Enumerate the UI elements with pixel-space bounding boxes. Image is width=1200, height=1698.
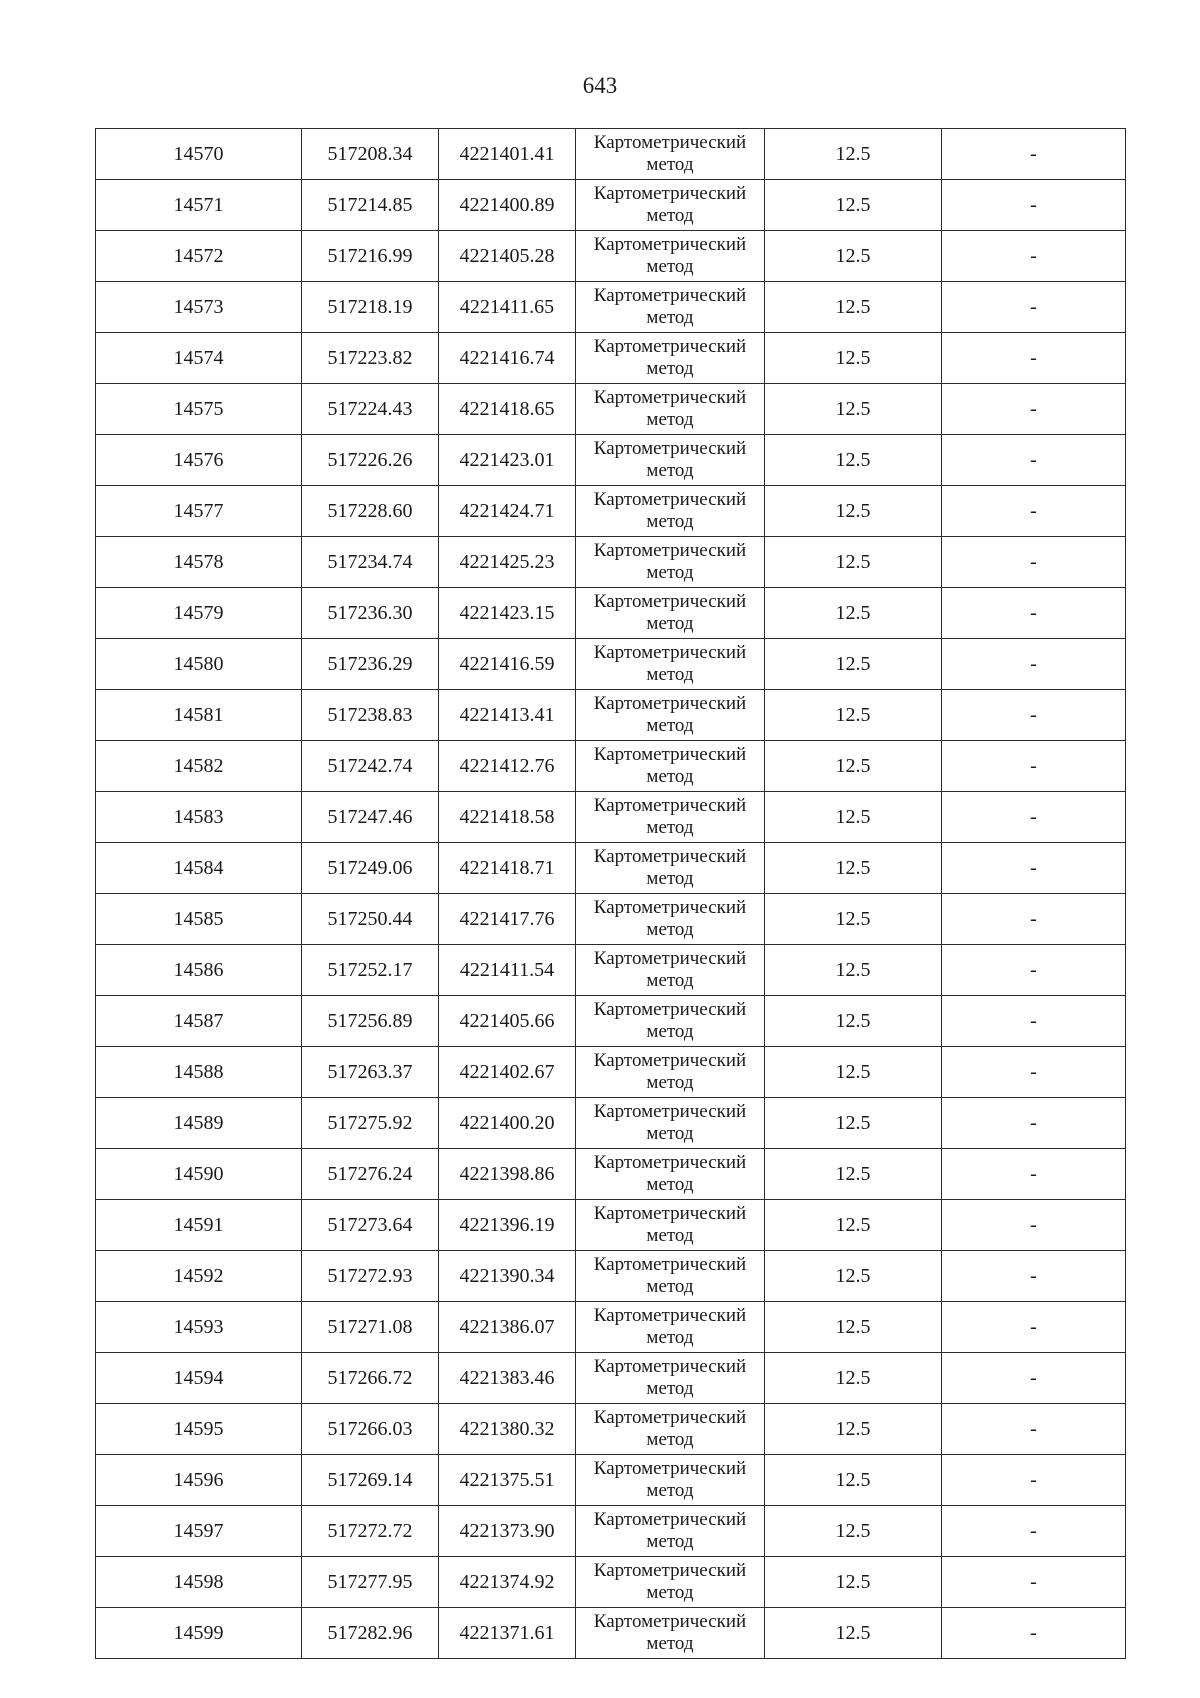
note-cell: - (942, 1149, 1126, 1200)
point-id-cell: 14598 (96, 1557, 302, 1608)
y-coordinate-cell: 4221418.58 (439, 792, 576, 843)
note-cell: - (942, 1200, 1126, 1251)
table-row (96, 1200, 1126, 1251)
y-coordinate-cell: 4221405.66 (439, 996, 576, 1047)
note-cell: - (942, 1404, 1126, 1455)
table-row (96, 894, 1126, 945)
y-coordinate-cell: 4221423.01 (439, 435, 576, 486)
note-cell: - (942, 435, 1126, 486)
note-cell: - (942, 231, 1126, 282)
note-cell: - (942, 486, 1126, 537)
method-cell: Картометрический метод (576, 537, 765, 588)
note-cell: - (942, 741, 1126, 792)
method-cell: Картометрический метод (576, 1200, 765, 1251)
x-coordinate-cell: 517238.83 (302, 690, 439, 741)
method-cell: Картометрический метод (576, 792, 765, 843)
note-cell: - (942, 945, 1126, 996)
accuracy-cell: 12.5 (765, 384, 942, 435)
table-row (96, 996, 1126, 1047)
table-row (96, 588, 1126, 639)
y-coordinate-cell: 4221423.15 (439, 588, 576, 639)
method-cell: Картометрический метод (576, 1098, 765, 1149)
note-cell: - (942, 180, 1126, 231)
point-id-cell: 14570 (96, 129, 302, 180)
method-cell: Картометрический метод (576, 1557, 765, 1608)
x-coordinate-cell: 517242.74 (302, 741, 439, 792)
point-id-cell: 14596 (96, 1455, 302, 1506)
y-coordinate-cell: 4221402.67 (439, 1047, 576, 1098)
y-coordinate-cell: 4221424.71 (439, 486, 576, 537)
method-cell: Картометрический метод (576, 486, 765, 537)
point-id-cell: 14583 (96, 792, 302, 843)
accuracy-cell: 12.5 (765, 1506, 942, 1557)
point-id-cell: 14597 (96, 1506, 302, 1557)
y-coordinate-cell: 4221418.71 (439, 843, 576, 894)
point-id-cell: 14584 (96, 843, 302, 894)
table-row (96, 1047, 1126, 1098)
note-cell: - (942, 129, 1126, 180)
note-cell: - (942, 1047, 1126, 1098)
table-row (96, 282, 1126, 333)
table-row (96, 690, 1126, 741)
y-coordinate-cell: 4221396.19 (439, 1200, 576, 1251)
note-cell: - (942, 843, 1126, 894)
accuracy-cell: 12.5 (765, 1098, 942, 1149)
method-cell: Картометрический метод (576, 282, 765, 333)
method-cell: Картометрический метод (576, 435, 765, 486)
accuracy-cell: 12.5 (765, 741, 942, 792)
point-id-cell: 14586 (96, 945, 302, 996)
point-id-cell: 14595 (96, 1404, 302, 1455)
method-cell: Картометрический метод (576, 639, 765, 690)
method-cell: Картометрический метод (576, 1149, 765, 1200)
coordinates-table-body (96, 129, 1126, 1659)
note-cell: - (942, 996, 1126, 1047)
method-cell: Картометрический метод (576, 945, 765, 996)
table-row (96, 537, 1126, 588)
point-id-cell: 14591 (96, 1200, 302, 1251)
x-coordinate-cell: 517252.17 (302, 945, 439, 996)
x-coordinate-cell: 517208.34 (302, 129, 439, 180)
y-coordinate-cell: 4221418.65 (439, 384, 576, 435)
accuracy-cell: 12.5 (765, 843, 942, 894)
point-id-cell: 14587 (96, 996, 302, 1047)
accuracy-cell: 12.5 (765, 945, 942, 996)
point-id-cell: 14593 (96, 1302, 302, 1353)
page-number: 643 (582, 73, 618, 98)
method-cell: Картометрический метод (576, 231, 765, 282)
note-cell: - (942, 282, 1126, 333)
point-id-cell: 14573 (96, 282, 302, 333)
accuracy-cell: 12.5 (765, 1404, 942, 1455)
y-coordinate-cell: 4221416.59 (439, 639, 576, 690)
accuracy-cell: 12.5 (765, 231, 942, 282)
x-coordinate-cell: 517226.26 (302, 435, 439, 486)
y-coordinate-cell: 4221400.20 (439, 1098, 576, 1149)
table-row (96, 1353, 1126, 1404)
table-row (96, 1302, 1126, 1353)
table-row (96, 639, 1126, 690)
y-coordinate-cell: 4221405.28 (439, 231, 576, 282)
accuracy-cell: 12.5 (765, 1200, 942, 1251)
table-row (96, 384, 1126, 435)
note-cell: - (942, 1557, 1126, 1608)
accuracy-cell: 12.5 (765, 486, 942, 537)
point-id-cell: 14585 (96, 894, 302, 945)
x-coordinate-cell: 517234.74 (302, 537, 439, 588)
table-row (96, 843, 1126, 894)
note-cell: - (942, 690, 1126, 741)
point-id-cell: 14594 (96, 1353, 302, 1404)
accuracy-cell: 12.5 (765, 435, 942, 486)
method-cell: Картометрический метод (576, 1608, 765, 1659)
x-coordinate-cell: 517266.03 (302, 1404, 439, 1455)
note-cell: - (942, 1251, 1126, 1302)
table-row (96, 1098, 1126, 1149)
accuracy-cell: 12.5 (765, 1353, 942, 1404)
note-cell: - (942, 639, 1126, 690)
accuracy-cell: 12.5 (765, 537, 942, 588)
method-cell: Картометрический метод (576, 1404, 765, 1455)
point-id-cell: 14582 (96, 741, 302, 792)
method-cell: Картометрический метод (576, 1047, 765, 1098)
x-coordinate-cell: 517223.82 (302, 333, 439, 384)
x-coordinate-cell: 517256.89 (302, 996, 439, 1047)
y-coordinate-cell: 4221413.41 (439, 690, 576, 741)
accuracy-cell: 12.5 (765, 588, 942, 639)
accuracy-cell: 12.5 (765, 1251, 942, 1302)
y-coordinate-cell: 4221371.61 (439, 1608, 576, 1659)
point-id-cell: 14579 (96, 588, 302, 639)
method-cell: Картометрический метод (576, 180, 765, 231)
y-coordinate-cell: 4221416.74 (439, 333, 576, 384)
method-cell: Картометрический метод (576, 384, 765, 435)
accuracy-cell: 12.5 (765, 996, 942, 1047)
method-cell: Картометрический метод (576, 333, 765, 384)
accuracy-cell: 12.5 (765, 894, 942, 945)
x-coordinate-cell: 517266.72 (302, 1353, 439, 1404)
accuracy-cell: 12.5 (765, 180, 942, 231)
point-id-cell: 14577 (96, 486, 302, 537)
x-coordinate-cell: 517272.72 (302, 1506, 439, 1557)
x-coordinate-cell: 517276.24 (302, 1149, 439, 1200)
accuracy-cell: 12.5 (765, 333, 942, 384)
accuracy-cell: 12.5 (765, 1047, 942, 1098)
x-coordinate-cell: 517216.99 (302, 231, 439, 282)
y-coordinate-cell: 4221386.07 (439, 1302, 576, 1353)
x-coordinate-cell: 517277.95 (302, 1557, 439, 1608)
note-cell: - (942, 1506, 1126, 1557)
note-cell: - (942, 537, 1126, 588)
table-row (96, 1455, 1126, 1506)
table-row (96, 945, 1126, 996)
point-id-cell: 14576 (96, 435, 302, 486)
method-cell: Картометрический метод (576, 1506, 765, 1557)
x-coordinate-cell: 517273.64 (302, 1200, 439, 1251)
table-row (96, 435, 1126, 486)
table-row (96, 792, 1126, 843)
point-id-cell: 14574 (96, 333, 302, 384)
y-coordinate-cell: 4221374.92 (439, 1557, 576, 1608)
point-id-cell: 14592 (96, 1251, 302, 1302)
point-id-cell: 14588 (96, 1047, 302, 1098)
x-coordinate-cell: 517247.46 (302, 792, 439, 843)
method-cell: Картометрический метод (576, 1251, 765, 1302)
y-coordinate-cell: 4221398.86 (439, 1149, 576, 1200)
method-cell: Картометрический метод (576, 1302, 765, 1353)
accuracy-cell: 12.5 (765, 1557, 942, 1608)
table-row (96, 741, 1126, 792)
x-coordinate-cell: 517269.14 (302, 1455, 439, 1506)
note-cell: - (942, 1302, 1126, 1353)
x-coordinate-cell: 517218.19 (302, 282, 439, 333)
accuracy-cell: 12.5 (765, 129, 942, 180)
accuracy-cell: 12.5 (765, 1302, 942, 1353)
point-id-cell: 14581 (96, 690, 302, 741)
table-row (96, 1557, 1126, 1608)
point-id-cell: 14572 (96, 231, 302, 282)
point-id-cell: 14571 (96, 180, 302, 231)
method-cell: Картометрический метод (576, 894, 765, 945)
y-coordinate-cell: 4221411.65 (439, 282, 576, 333)
y-coordinate-cell: 4221383.46 (439, 1353, 576, 1404)
x-coordinate-cell: 517214.85 (302, 180, 439, 231)
y-coordinate-cell: 4221401.41 (439, 129, 576, 180)
note-cell: - (942, 1608, 1126, 1659)
table-row (96, 1404, 1126, 1455)
method-cell: Картометрический метод (576, 1455, 765, 1506)
accuracy-cell: 12.5 (765, 1608, 942, 1659)
y-coordinate-cell: 4221390.34 (439, 1251, 576, 1302)
x-coordinate-cell: 517236.29 (302, 639, 439, 690)
table-row (96, 1608, 1126, 1659)
table-row (96, 486, 1126, 537)
note-cell: - (942, 1455, 1126, 1506)
y-coordinate-cell: 4221417.76 (439, 894, 576, 945)
table-row (96, 333, 1126, 384)
coordinates-table (95, 128, 1126, 1659)
table-row (96, 1506, 1126, 1557)
table-row (96, 1149, 1126, 1200)
method-cell: Картометрический метод (576, 843, 765, 894)
accuracy-cell: 12.5 (765, 792, 942, 843)
point-id-cell: 14590 (96, 1149, 302, 1200)
x-coordinate-cell: 517224.43 (302, 384, 439, 435)
table-row (96, 231, 1126, 282)
point-id-cell: 14578 (96, 537, 302, 588)
accuracy-cell: 12.5 (765, 1455, 942, 1506)
method-cell: Картометрический метод (576, 588, 765, 639)
accuracy-cell: 12.5 (765, 1149, 942, 1200)
y-coordinate-cell: 4221400.89 (439, 180, 576, 231)
y-coordinate-cell: 4221425.23 (439, 537, 576, 588)
x-coordinate-cell: 517250.44 (302, 894, 439, 945)
x-coordinate-cell: 517271.08 (302, 1302, 439, 1353)
x-coordinate-cell: 517263.37 (302, 1047, 439, 1098)
method-cell: Картометрический метод (576, 1353, 765, 1404)
y-coordinate-cell: 4221373.90 (439, 1506, 576, 1557)
point-id-cell: 14575 (96, 384, 302, 435)
table-row (96, 1251, 1126, 1302)
y-coordinate-cell: 4221380.32 (439, 1404, 576, 1455)
point-id-cell: 14599 (96, 1608, 302, 1659)
point-id-cell: 14580 (96, 639, 302, 690)
accuracy-cell: 12.5 (765, 639, 942, 690)
note-cell: - (942, 1353, 1126, 1404)
x-coordinate-cell: 517272.93 (302, 1251, 439, 1302)
y-coordinate-cell: 4221411.54 (439, 945, 576, 996)
note-cell: - (942, 894, 1126, 945)
note-cell: - (942, 792, 1126, 843)
method-cell: Картометрический метод (576, 129, 765, 180)
x-coordinate-cell: 517236.30 (302, 588, 439, 639)
x-coordinate-cell: 517249.06 (302, 843, 439, 894)
point-id-cell: 14589 (96, 1098, 302, 1149)
method-cell: Картометрический метод (576, 741, 765, 792)
table-row (96, 180, 1126, 231)
method-cell: Картометрический метод (576, 996, 765, 1047)
x-coordinate-cell: 517275.92 (302, 1098, 439, 1149)
x-coordinate-cell: 517282.96 (302, 1608, 439, 1659)
y-coordinate-cell: 4221375.51 (439, 1455, 576, 1506)
note-cell: - (942, 1098, 1126, 1149)
table-row (96, 129, 1126, 180)
note-cell: - (942, 384, 1126, 435)
method-cell: Картометрический метод (576, 690, 765, 741)
x-coordinate-cell: 517228.60 (302, 486, 439, 537)
y-coordinate-cell: 4221412.76 (439, 741, 576, 792)
note-cell: - (942, 588, 1126, 639)
accuracy-cell: 12.5 (765, 690, 942, 741)
accuracy-cell: 12.5 (765, 282, 942, 333)
note-cell: - (942, 333, 1126, 384)
